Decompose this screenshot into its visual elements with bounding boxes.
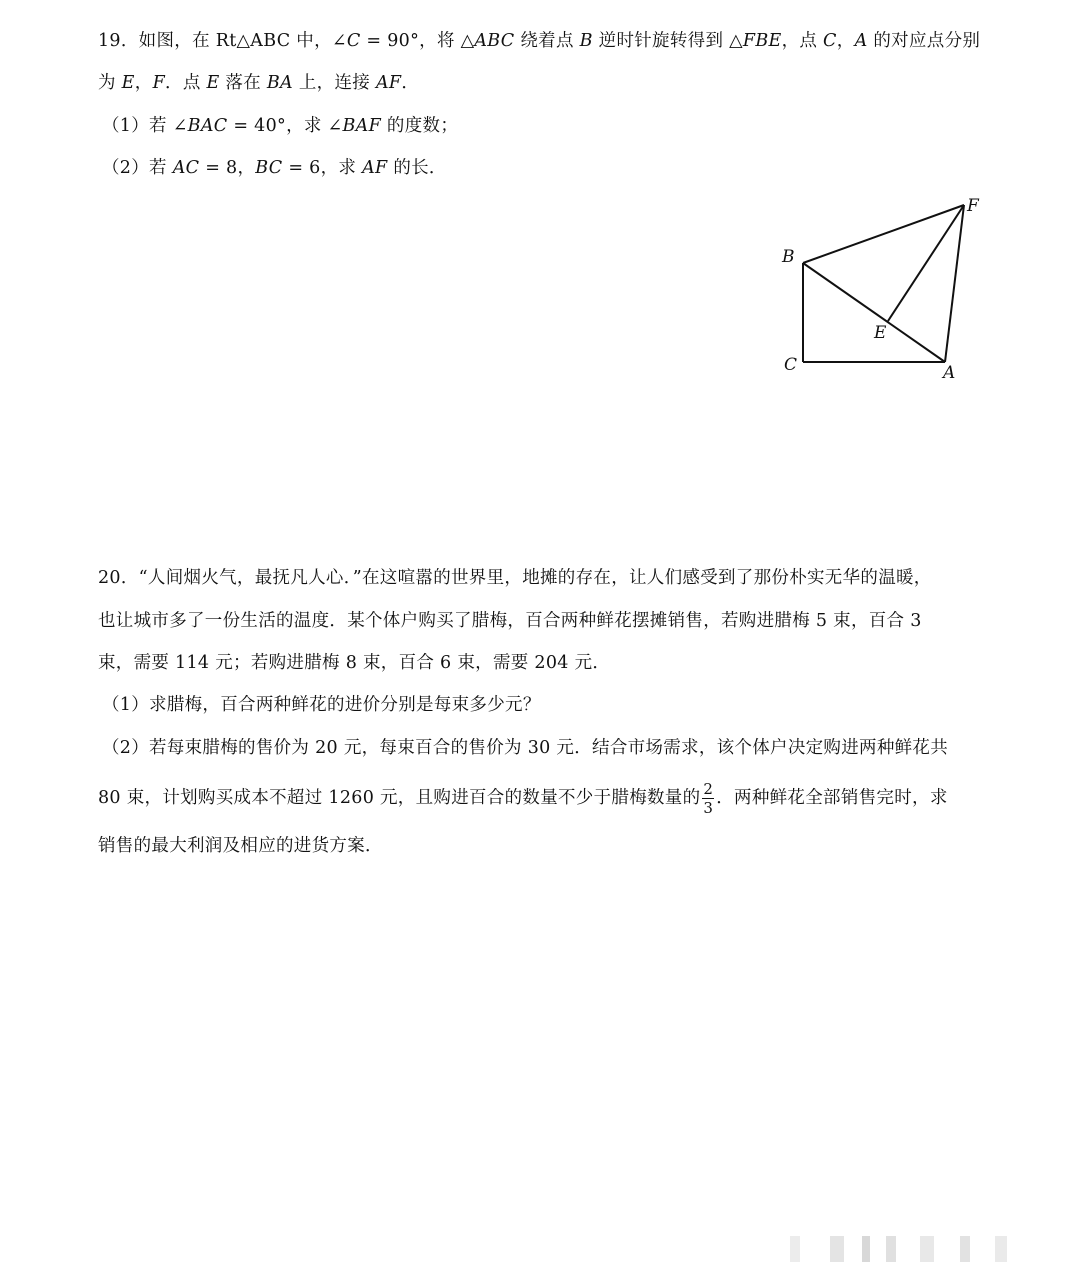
q19-text: 的度数； [381,116,459,136]
q20-text: ．两种鲜花全部销售完时，求 [716,788,948,808]
q19-text: A [854,31,868,51]
q19-text: ABC [474,31,515,51]
q19-text: 落在 [219,73,267,93]
q20-line-2: 也让城市多了一份生活的温度．某个体户购买了腊梅，百合两种鲜花摆摊销售，若购进腊梅 5 束，百合 3 [98,611,922,631]
q20-part-1: （1）求腊梅，百合两种鲜花的进价分别是每束多少元？ [102,695,541,715]
q19-text: C [823,31,837,51]
q19-text: 19．如图，在 Rt△ABC 中， [98,31,332,51]
q20-part-2-line-2 [98,780,998,816]
q19-text: 为 [98,73,122,93]
q19-text: （1）若 ∠ [102,116,188,136]
label-b: B [782,247,795,267]
q19-text: 的长． [387,158,447,178]
q19-text: F [152,73,166,93]
q19-text: ， [836,31,855,51]
label-f: F [967,196,979,216]
q19-text: AF [375,73,402,93]
q19-text: 上，连接 [293,73,376,93]
q19-text: BAF [342,116,382,136]
q19-text: BC [255,158,283,178]
fraction-denominator: 3 [703,799,714,817]
q19-text: ， [134,73,153,93]
q19-text: B [579,31,593,51]
q19-text: = 90°，将 △ [360,31,475,51]
q19-text: ． [401,73,420,93]
q19-text: BA [266,73,293,93]
q19-text: 绕着点 [514,31,580,51]
q20-line-3: 束，需要 114 元；若购进腊梅 8 束，百合 6 束，需要 204 元． [98,653,611,673]
q19-text: ∠C [331,31,361,51]
q19-text: ．点 [165,73,207,93]
fraction-numerator: 2 [703,780,714,798]
label-c: C [784,355,798,375]
segment-bf [803,205,964,263]
q20-part-2-line-3: 销售的最大利润及相应的进货方案． [98,836,383,856]
segment-ba [803,263,945,362]
q19-text: AF [362,158,388,178]
q19-text: FBE [742,31,782,51]
geometry-figure [770,188,1000,388]
q19-part-1 [102,115,1002,137]
q19-text: = 8， [199,158,256,178]
q19-text: E [206,73,220,93]
fraction-two-thirds [702,780,714,817]
q19-text: AC [172,158,200,178]
q19-text: = 6，求 [282,158,363,178]
q19-part-2 [102,157,1002,179]
q19-text: BAC [187,116,228,136]
q19-text: 逆时针旋转得到 △ [592,31,743,51]
label-a: A [943,363,956,383]
watermark-bars [790,1236,1040,1262]
q20-part-2-line-1: （2）若每束腊梅的售价为 20 元，每束百合的售价为 30 元．结合市场需求，该个体户决定购进两种鲜花共 [102,738,949,758]
q19-line-1 [98,30,998,52]
q20-text: 80 束，计划购买成本不超过 1260 元，且购进百合的数量不少于腊梅数量的 [98,788,701,808]
q19-text: 的对应点分别 [867,31,981,51]
q20-line-1: 20．“人间烟火气，最抚凡人心．”在这喧嚣的世界里，地摊的存在，让人们感受到了那份朴实无华的温暖， [98,568,932,588]
q19-text: = 40°，求 ∠ [227,116,343,136]
q19-text: E [121,73,135,93]
q19-text: （2）若 [102,158,173,178]
q19-text: ，点 [781,31,824,51]
label-e: E [874,323,887,343]
q19-line-2 [98,72,998,94]
